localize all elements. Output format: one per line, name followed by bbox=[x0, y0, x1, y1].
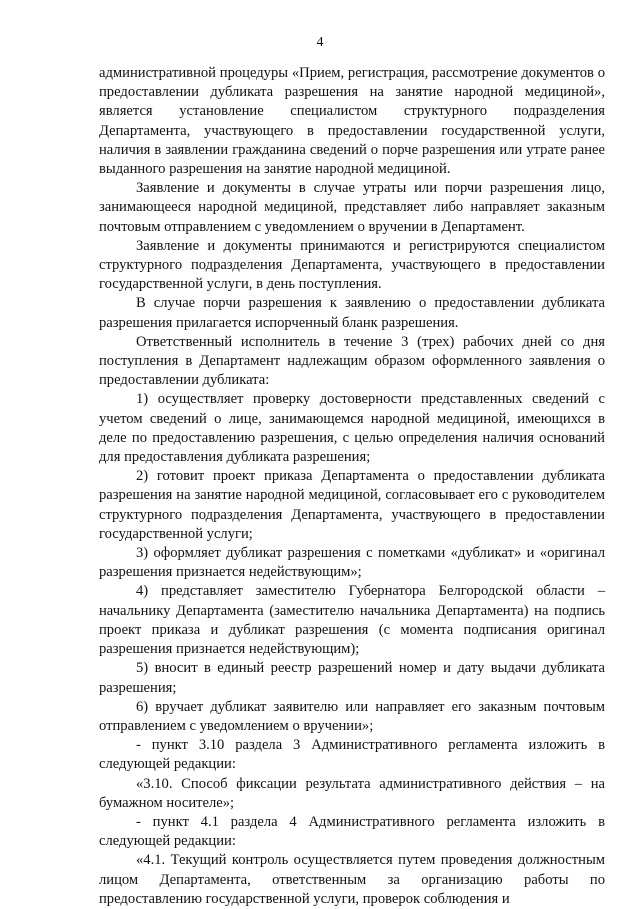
paragraph-3: Заявление и документы принимаются и регистрируются специалистом структурного подразделения Департамента, участвующего в предоставлении государственной услуги, в день поступления. bbox=[99, 237, 605, 293]
amendment-4-1-intro: - пункт 4.1 раздела 4 Административного регламента изложить в следующей редакции: bbox=[99, 813, 605, 850]
paragraph-2: Заявление и документы в случае утраты или порчи разрешения лицо, занимающееся народной медициной, представляет либо направляет заказным почтовым отправлением с уведомлением о вручении в Департамент. bbox=[99, 180, 605, 235]
list-item-1: 1) осуществляет проверку достоверности представленных сведений с учетом сведений о лице, занимающемся народной медициной, имеющихся в деле по предоставлению разрешения, с целью определения наличия оснований для предоставления дубликата разрешения; bbox=[99, 391, 605, 466]
document-body bbox=[99, 64, 605, 909]
amendment-4-1-text: «4.1. Текущий контроль осуществляется путем проведения должностным лицом Департамента, ответственным за организацию работы по предоставлению государственной услуги, проверок соблюдения и bbox=[99, 852, 605, 907]
amendment-3-10-text: «3.10. Способ фиксации результата административного действия – на бумажном носителе»; bbox=[99, 775, 605, 811]
paragraph-1: административной процедуры «Прием, регистрация, рассмотрение документов о предоставлении дубликата разрешения на занятие народной медициной», является установление специалистом структурного подразделения Департамента, участвующего в предоставлении государственной услуги, наличия в заявлении гражданина сведений о порче разрешения или утрате ранее выданного разрешения на занятие народной медициной. bbox=[99, 65, 605, 178]
list-item-5: 5) вносит в единый реестр разрешений номер и дату выдачи дубликата разрешения; bbox=[99, 660, 605, 696]
list-item-3: 3) оформляет дубликат разрешения с пометками «дубликат» и «оригинал разрешения признается недействующим»; bbox=[99, 545, 605, 581]
paragraph-4: В случае порчи разрешения к заявлению о предоставлении дубликата разрешения прилагается испорченный бланк разрешения. bbox=[99, 295, 605, 331]
paragraph-5: Ответственный исполнитель в течение 3 (трех) рабочих дней со дня поступления в Департамент надлежащим образом оформленного заявления о предоставлении дубликата: bbox=[99, 333, 605, 389]
list-item-4: 4) представляет заместителю Губернатора Белгородской области – начальнику Департамента (заместителю начальника Департамента) на подпись проект приказа и дубликат разрешения (с момента подписания оригинал разрешения признается недействующим); bbox=[99, 583, 605, 658]
list-item-2: 2) готовит проект приказа Департамента о предоставлении дубликата разрешения на занятие народной медициной, согласовывает его с руководителем структурного подразделения Департамента, участвующего в предоставлении государственной услуги; bbox=[99, 468, 605, 542]
list-item-6: 6) вручает дубликат заявителю или направляет его заказным почтовым отправлением с уведомлением о вручении»; bbox=[99, 698, 605, 734]
page-number: 4 bbox=[316, 35, 324, 50]
amendment-3-10-intro: - пункт 3.10 раздела 3 Административного регламента изложить в следующей редакции: bbox=[99, 737, 605, 773]
